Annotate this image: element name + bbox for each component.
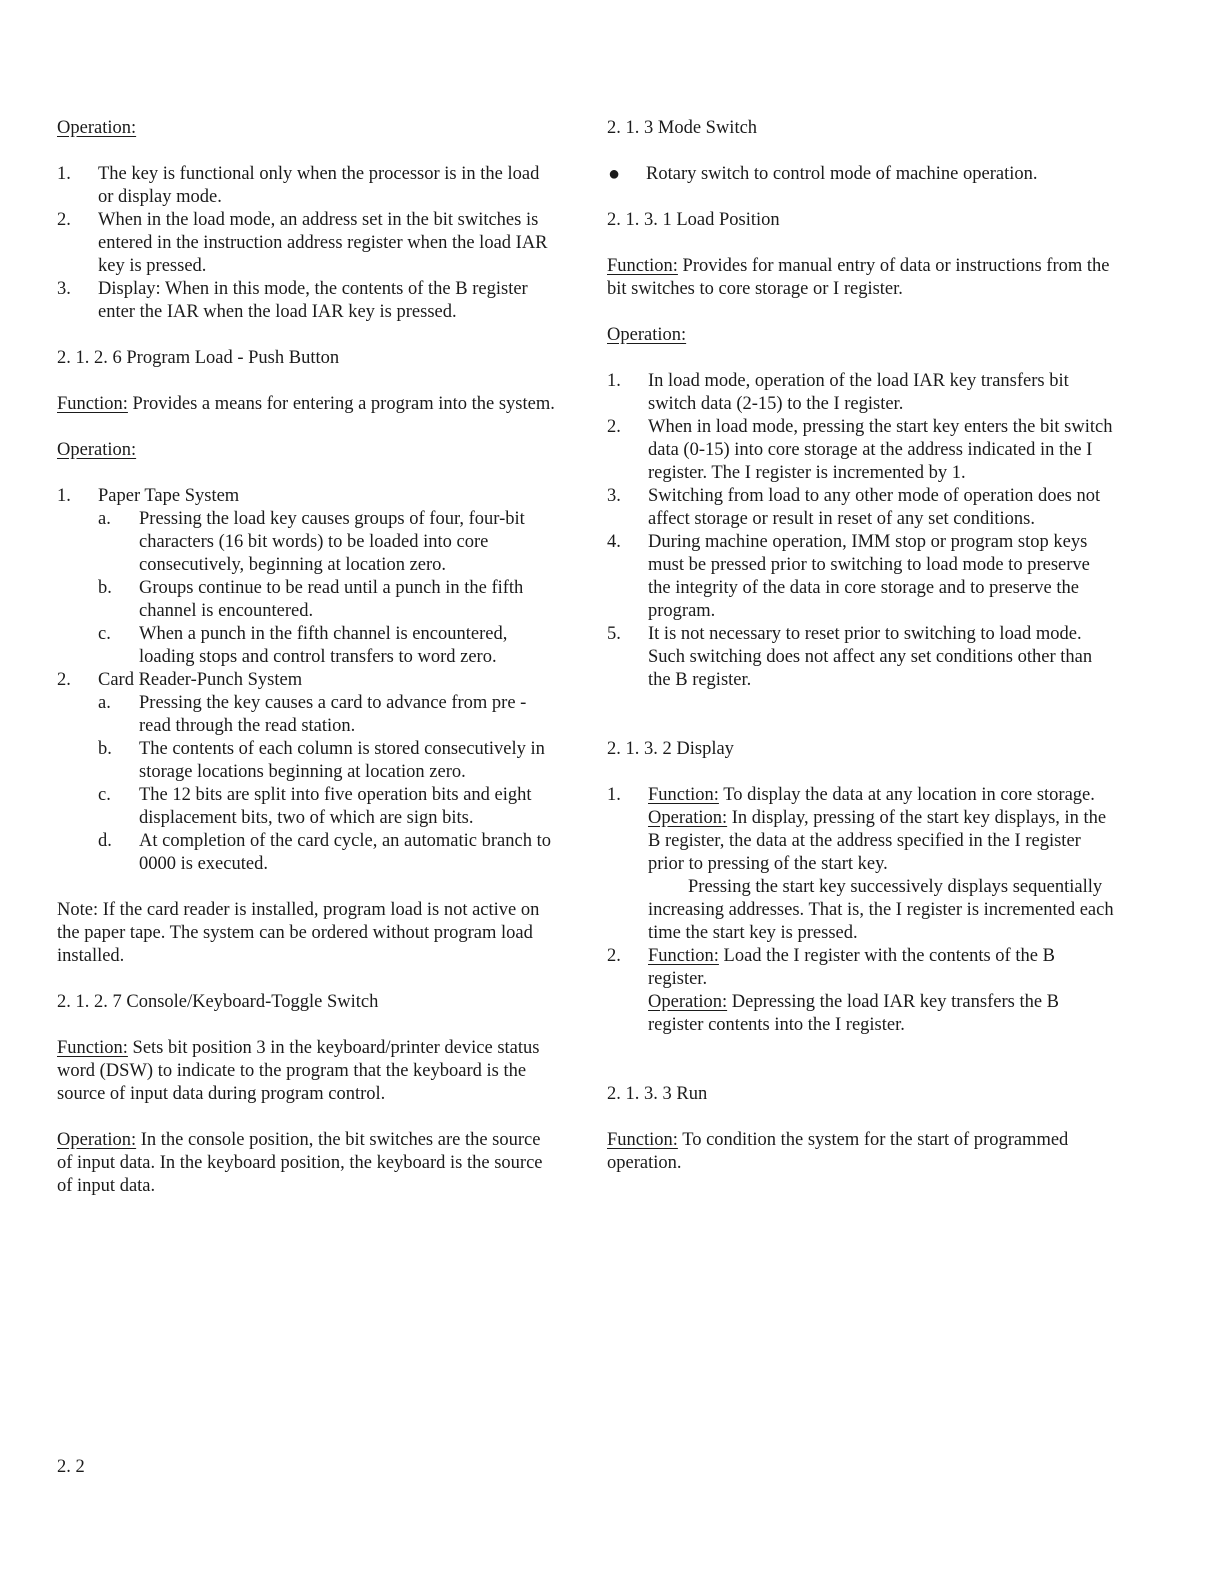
note-paragraph: Note: If the card reader is installed, program load is not active on the paper tape. The system can be ordered without program load installed. (57, 900, 540, 966)
page-number: 2. 2 (57, 1457, 85, 1477)
section-title: 2. 1. 3 Mode Switch (607, 118, 758, 138)
sublist (57, 692, 557, 876)
list-item: 3. Switching from load to any other mode of operation does not affect storage or result in reset of any set conditions. (607, 486, 1101, 529)
operation-heading: Operation: (57, 118, 137, 138)
function-paragraph: Function: Provides a means for entering a program into the system. (57, 394, 555, 414)
function-paragraph: Function: To condition the system for the start of programmed operation. (607, 1130, 1069, 1173)
bullet-item: ● Rotary switch to control mode of machine operation. (608, 163, 1038, 185)
operation-paragraph: Operation: In the console position, the bit switches are the source of input data. In the keyboard position, the keyboard is the source of input data. (57, 1130, 543, 1196)
list-item: 1. In load mode, operation of the load IAR key transfers bit switch data (2-15) to the I register. (607, 371, 1069, 414)
sublist-item: b. Groups continue to be read until a punch in the fifth channel is encountered. (98, 578, 524, 621)
section-title: 2. 1. 3. 3 Run (607, 1084, 708, 1104)
operation-line: Operation: Depressing the load IAR key transfers the B register contents into the I register. (648, 992, 1060, 1035)
section-title: 2. 1. 2. 7 Console/Keyboard-Toggle Switch (57, 992, 379, 1012)
list-item: 1. Function: To display the data at any location in core storage. Operation: In display, pressing of the start key displays, in the B register, the data at the address specified in the I register prior to pressing of the start key. Pressing the start key successively displays sequentially increasing addresses. That is, the I register is incremented each time the start key is pressed. (607, 784, 1117, 945)
display-extra-paragraph: Pressing the start key successively displays sequentially increasing addresses. That is, the I register is incremented each time the start key is pressed. (648, 877, 1114, 943)
sublist-item: c. The 12 bits are split into five operation bits and eight displacement bits, two of which are sign bits. (98, 785, 532, 828)
operation-heading: Operation: (57, 440, 137, 460)
section-title: 2. 1. 2. 6 Program Load - Push Button (57, 348, 340, 368)
list-item: 2. Card Reader-Punch System (57, 670, 303, 690)
function-paragraph: Function: Sets bit position 3 in the keyboard/printer device status word (DSW) to indicate to the program that the keyboard is the source of input data during program control. (57, 1038, 540, 1104)
right-column (607, 117, 1117, 1175)
section-title: 2. 1. 3. 1 Load Position (607, 210, 780, 230)
left-column (57, 117, 557, 1198)
sublist-item: a. Pressing the key causes a card to advance from pre -read through the read station. (98, 693, 527, 736)
sublist (57, 508, 557, 669)
list-item: 2. Function: Load the I register with the contents of the B register. Operation: Depressing the load IAR key transfers the B register contents into the I register. (607, 945, 1117, 1037)
operation-line: Operation: In display, pressing of the start key displays, in the B register, the data at the address specified in the I register prior to pressing of the start key. (648, 808, 1107, 874)
list-item: 4. During machine operation, IMM stop or program stop keys must be pressed prior to switching to load mode to preserve the integrity of the data in core storage and to preserve the program. (607, 532, 1090, 621)
function-paragraph: Function: Provides for manual entry of data or instructions from the bit switches to core storage or I register. (607, 256, 1110, 299)
function-line: Function: To display the data at any location in core storage. (648, 785, 1095, 805)
sublist-item: d. At completion of the card cycle, an automatic branch to 0000 is executed. (98, 831, 551, 874)
sublist-item: c. When a punch in the fifth channel is encountered, loading stops and control transfers to word zero. (98, 624, 508, 667)
bullet-icon: ● (608, 163, 621, 185)
sublist-item: a. Pressing the load key causes groups of four, four-bit characters (16 bit words) to be loaded into core consecutively, beginning at location zero. (98, 509, 525, 575)
list-item: 3. Display: When in this mode, the contents of the B register enter the IAR when the load IAR key is pressed. (57, 279, 528, 322)
function-line: Function: Load the I register with the contents of the B register. (648, 946, 1055, 989)
sublist-item: b. The contents of each column is stored consecutively in storage locations beginning at location zero. (98, 739, 545, 782)
list-item: 1. Paper Tape System (57, 486, 240, 506)
section-title: 2. 1. 3. 2 Display (607, 739, 734, 759)
list-item: 5. It is not necessary to reset prior to switching to load mode. Such switching does not affect any set conditions other than the B register. (607, 624, 1093, 690)
list-item: 1. The key is functional only when the processor is in the load or display mode. (57, 164, 540, 207)
list-item: 2. When in load mode, pressing the start key enters the bit switch data (0-15) into core storage at the address indicated in the I register. The I register is incremented by 1. (607, 417, 1113, 483)
list-item: 2. When in the load mode, an address set in the bit switches is entered in the instruction address register when the load IAR key is pressed. (57, 210, 548, 276)
operation-heading: Operation: (607, 325, 687, 345)
